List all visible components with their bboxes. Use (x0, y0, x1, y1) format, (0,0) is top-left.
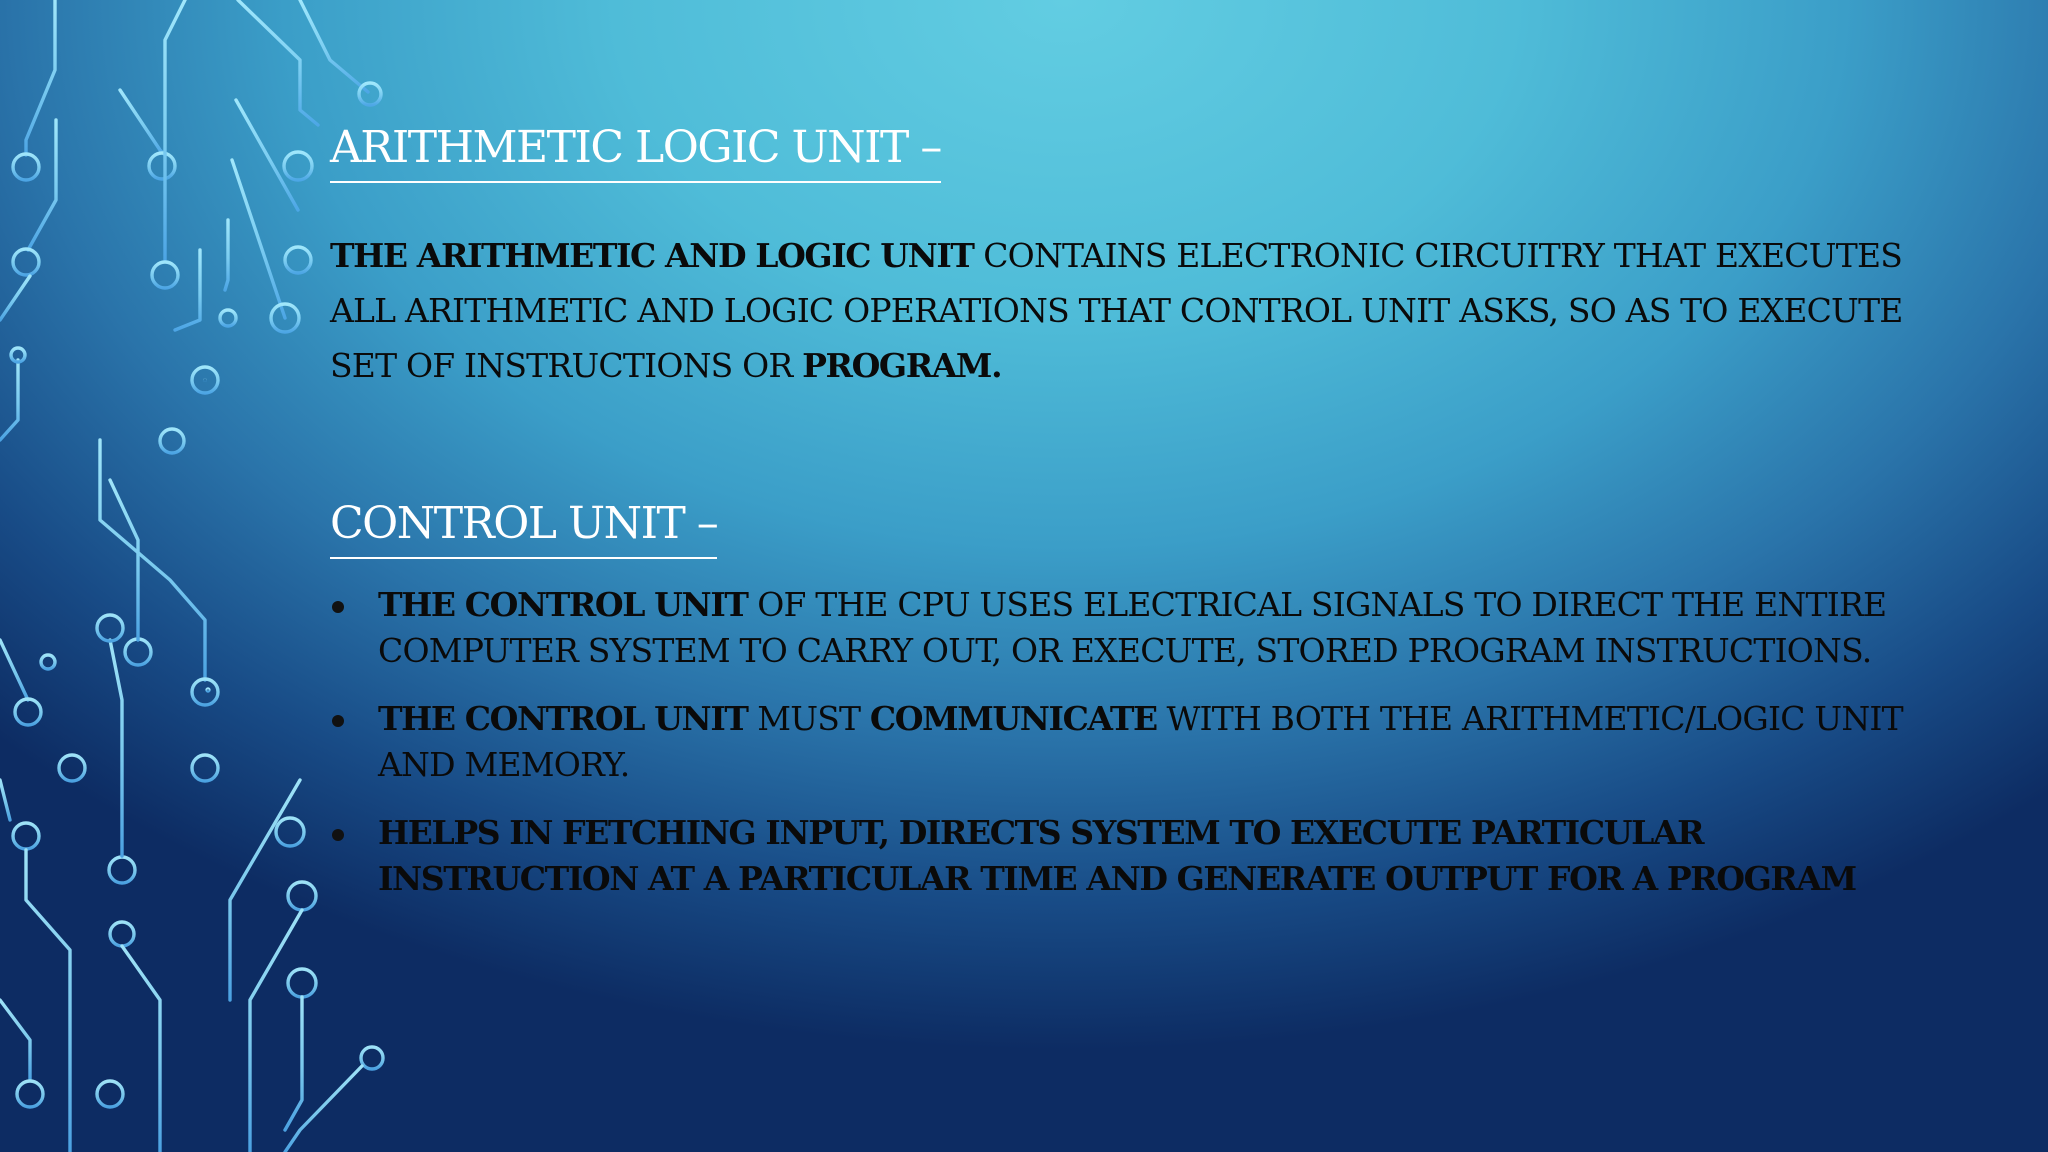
alu-paragraph-bold-tail: PROGRAM. (802, 346, 1002, 385)
bullet-text: OF THE CPU USES ELECTRICAL SIGNALS TO DIRECT THE ENTIRE COMPUTER SYSTEM TO CARRY OUT, OR EXECUTE, STORED PROGRAM INSTRUCTIONS. (378, 585, 1887, 670)
bullet-icon (332, 601, 344, 613)
cu-heading: CONTROL UNIT – (330, 498, 717, 559)
alu-paragraph-bold-lead: THE ARITHMETIC AND LOGIC UNIT (330, 236, 974, 275)
alu-paragraph (330, 228, 1970, 393)
list-item (330, 582, 1970, 674)
bullet-bold-text: HELPS IN FETCHING INPUT, DIRECTS SYSTEM TO EXECUTE PARTICULAR INSTRUCTION AT A PARTICULAR TIME AND GENERATE OUTPUT FOR A PROGRAM (378, 813, 1856, 898)
list-item (330, 810, 1970, 902)
bullet-icon (332, 715, 344, 727)
cu-bullet-list (330, 582, 1970, 924)
bullet-text-2: WITH BOTH THE ARITHMETIC/LOGIC UNIT AND MEMORY. (378, 699, 1903, 784)
alu-paragraph-text: CONTAINS ELECTRONIC CIRCUITRY THAT EXECUTES ALL ARITHMETIC AND LOGIC OPERATIONS THAT CONTROL UNIT ASKS, SO AS TO EXECUTE SET OF INSTRUCTIONS OR (330, 236, 1903, 385)
bullet-text: MUST (747, 699, 870, 738)
bullet-bold-lead: THE CONTROL UNIT (378, 699, 748, 738)
bullet-bold-mid: COMMUNICATE (869, 699, 1157, 738)
list-item (330, 696, 1970, 788)
bullet-bold-lead: THE CONTROL UNIT (378, 585, 748, 624)
alu-heading: ARITHMETIC LOGIC UNIT – (330, 122, 941, 183)
bullet-icon (332, 829, 344, 841)
